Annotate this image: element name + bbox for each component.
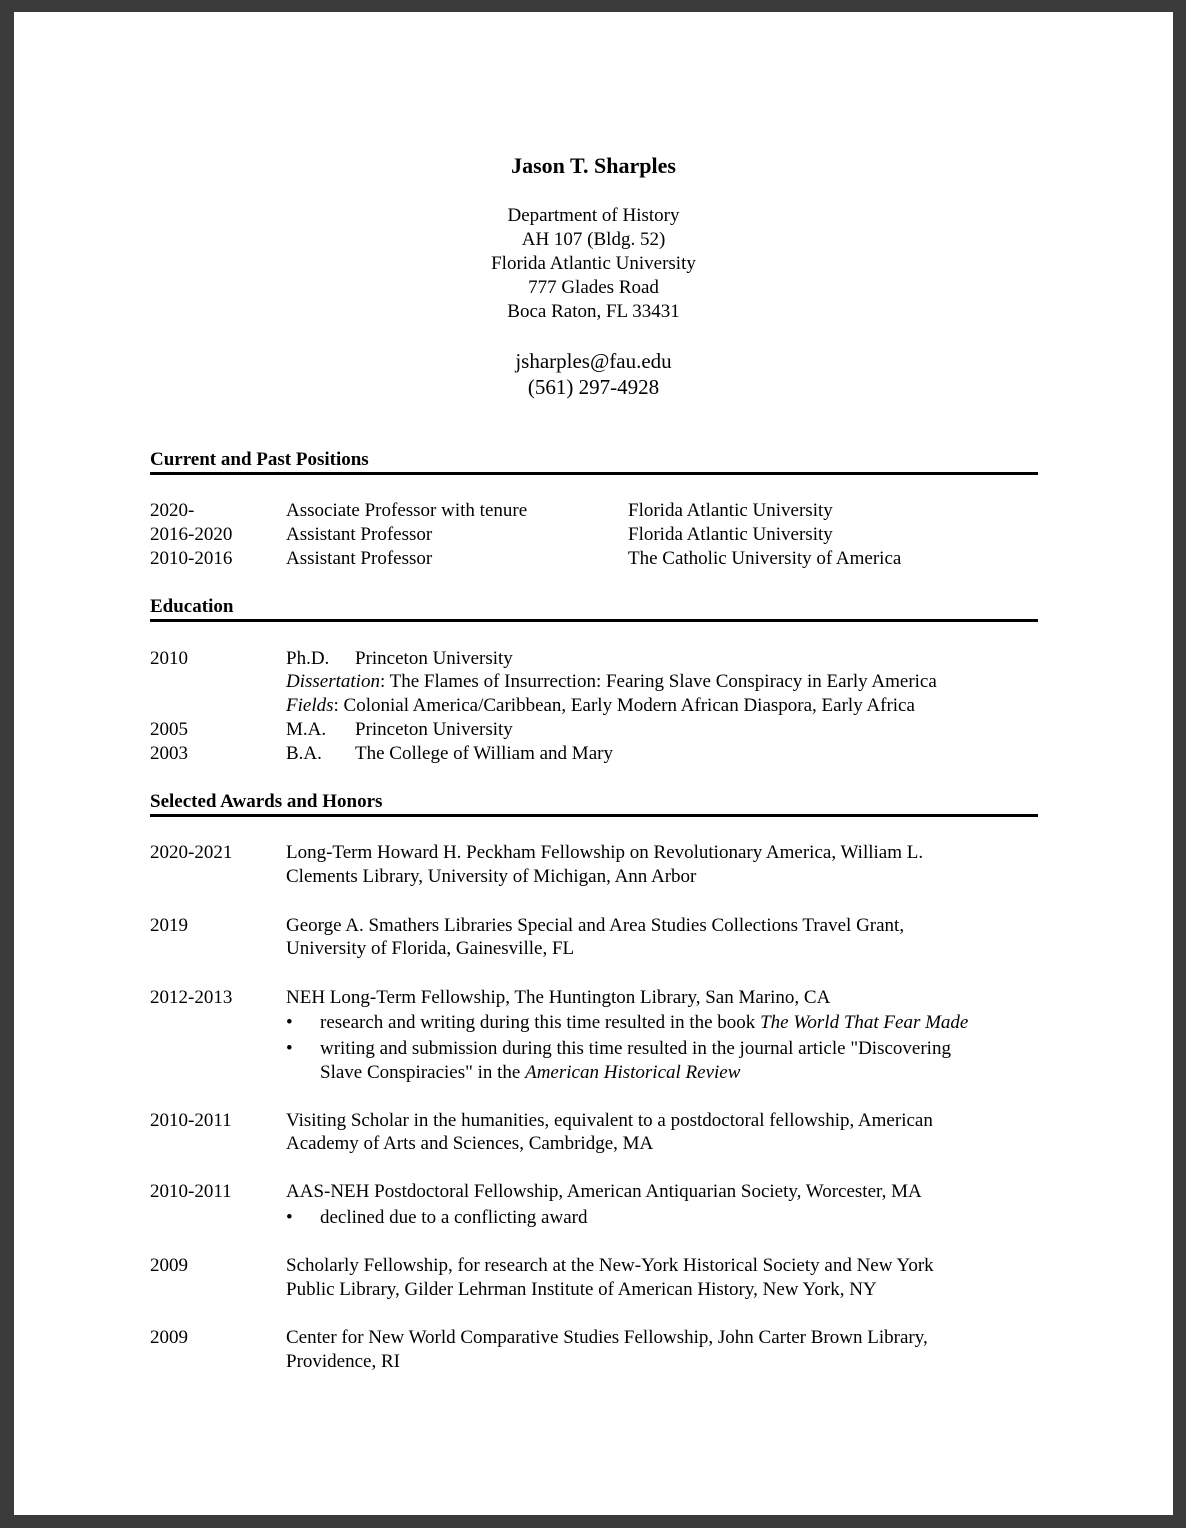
- fields-text: : Colonial America/Caribbean, Early Modern African Diaspora, Early Africa: [333, 695, 915, 716]
- address-line: AH 107 (Bldg. 52): [521, 229, 666, 250]
- award-year: 2009: [150, 1327, 188, 1348]
- phone: (561) 297-4928: [527, 375, 660, 399]
- award-year: 2009: [150, 1255, 188, 1276]
- position-year: 2010-2016: [150, 548, 233, 569]
- position-role: Assistant Professor: [286, 524, 433, 545]
- address-line: 777 Glades Road: [528, 277, 659, 298]
- bullet-icon: •: [286, 1207, 293, 1228]
- bullet-text: Slave Conspiracies" in the: [320, 1062, 526, 1083]
- bullet-icon: •: [286, 1038, 293, 1059]
- education-degree: Ph.D.: [286, 648, 330, 669]
- award-text: Academy of Arts and Sciences, Cambridge, MA: [286, 1133, 654, 1154]
- contact-block: [14, 348, 1173, 400]
- award-year: 2012-2013: [150, 987, 233, 1008]
- book-title: The World That Fear Made: [760, 1012, 969, 1033]
- position-year: 2016-2020: [150, 524, 233, 545]
- award-text: Long-Term Howard H. Peckham Fellowship on Revolutionary America, William L.: [286, 842, 924, 863]
- address-line: Boca Raton, FL 33431: [507, 301, 680, 322]
- award-year: 2010-2011: [150, 1181, 232, 1202]
- document-page: [14, 12, 1173, 1515]
- position-role: Associate Professor with tenure: [286, 500, 528, 521]
- award-text: Visiting Scholar in the humanities, equivalent to a postdoctoral fellowship, American: [286, 1110, 933, 1131]
- journal-title: American Historical Review: [525, 1062, 741, 1083]
- education-school: Princeton University: [355, 719, 513, 740]
- award-text: AAS-NEH Postdoctoral Fellowship, American Antiquarian Society, Worcester, MA: [286, 1181, 922, 1202]
- position-org: Florida Atlantic University: [628, 524, 833, 545]
- position-org: Florida Atlantic University: [628, 500, 833, 521]
- award-text: University of Florida, Gainesville, FL: [286, 938, 575, 959]
- bullet-text: writing and submission during this time resulted in the journal article "Discovering: [320, 1038, 951, 1059]
- address-line: Florida Atlantic University: [491, 253, 696, 274]
- bullet-icon: •: [286, 1012, 293, 1033]
- award-year: 2010-2011: [150, 1110, 232, 1131]
- award-year: 2019: [150, 915, 188, 936]
- education-degree: M.A.: [286, 719, 327, 740]
- section-heading-education: Education: [150, 596, 1038, 622]
- award-text: NEH Long-Term Fellowship, The Huntington Library, San Marino, CA: [286, 987, 831, 1008]
- fields-label: Fields: [286, 695, 334, 716]
- address-line: Department of History: [507, 205, 680, 226]
- award-text: George A. Smathers Libraries Special and Area Studies Collections Travel Grant,: [286, 915, 905, 936]
- education-school: Princeton University: [355, 648, 513, 669]
- dissertation-label: Dissertation: [286, 671, 380, 692]
- section-heading-positions: Current and Past Positions: [150, 449, 1038, 475]
- cv-name: Jason T. Sharples: [511, 153, 676, 178]
- award-text: Providence, RI: [286, 1351, 400, 1372]
- address-block: [14, 204, 1173, 324]
- position-org: The Catholic University of America: [628, 548, 902, 569]
- award-text: Clements Library, University of Michigan, Ann Arbor: [286, 866, 697, 887]
- position-role: Assistant Professor: [286, 548, 433, 569]
- award-text: Scholarly Fellowship, for research at the New-York Historical Society and New York: [286, 1255, 934, 1276]
- award-text: Center for New World Comparative Studies Fellowship, John Carter Brown Library,: [286, 1327, 928, 1348]
- section-heading-awards: Selected Awards and Honors: [150, 791, 1038, 817]
- education-degree: B.A.: [286, 743, 322, 764]
- education-year: 2003: [150, 743, 188, 764]
- award-year: 2020-2021: [150, 842, 233, 863]
- education-school: The College of William and Mary: [355, 743, 613, 764]
- position-year: 2020-: [150, 500, 195, 521]
- award-text: Public Library, Gilder Lehrman Institute of American History, New York, NY: [286, 1279, 877, 1300]
- education-year: 2010: [150, 648, 188, 669]
- bullet-text: research and writing during this time resulted in the book: [320, 1012, 761, 1033]
- bullet-text: declined due to a conflicting award: [320, 1207, 588, 1228]
- dissertation-title: : The Flames of Insurrection: Fearing Slave Conspiracy in Early America: [379, 671, 937, 692]
- education-year: 2005: [150, 719, 188, 740]
- email: jsharples@fau.edu: [515, 349, 672, 373]
